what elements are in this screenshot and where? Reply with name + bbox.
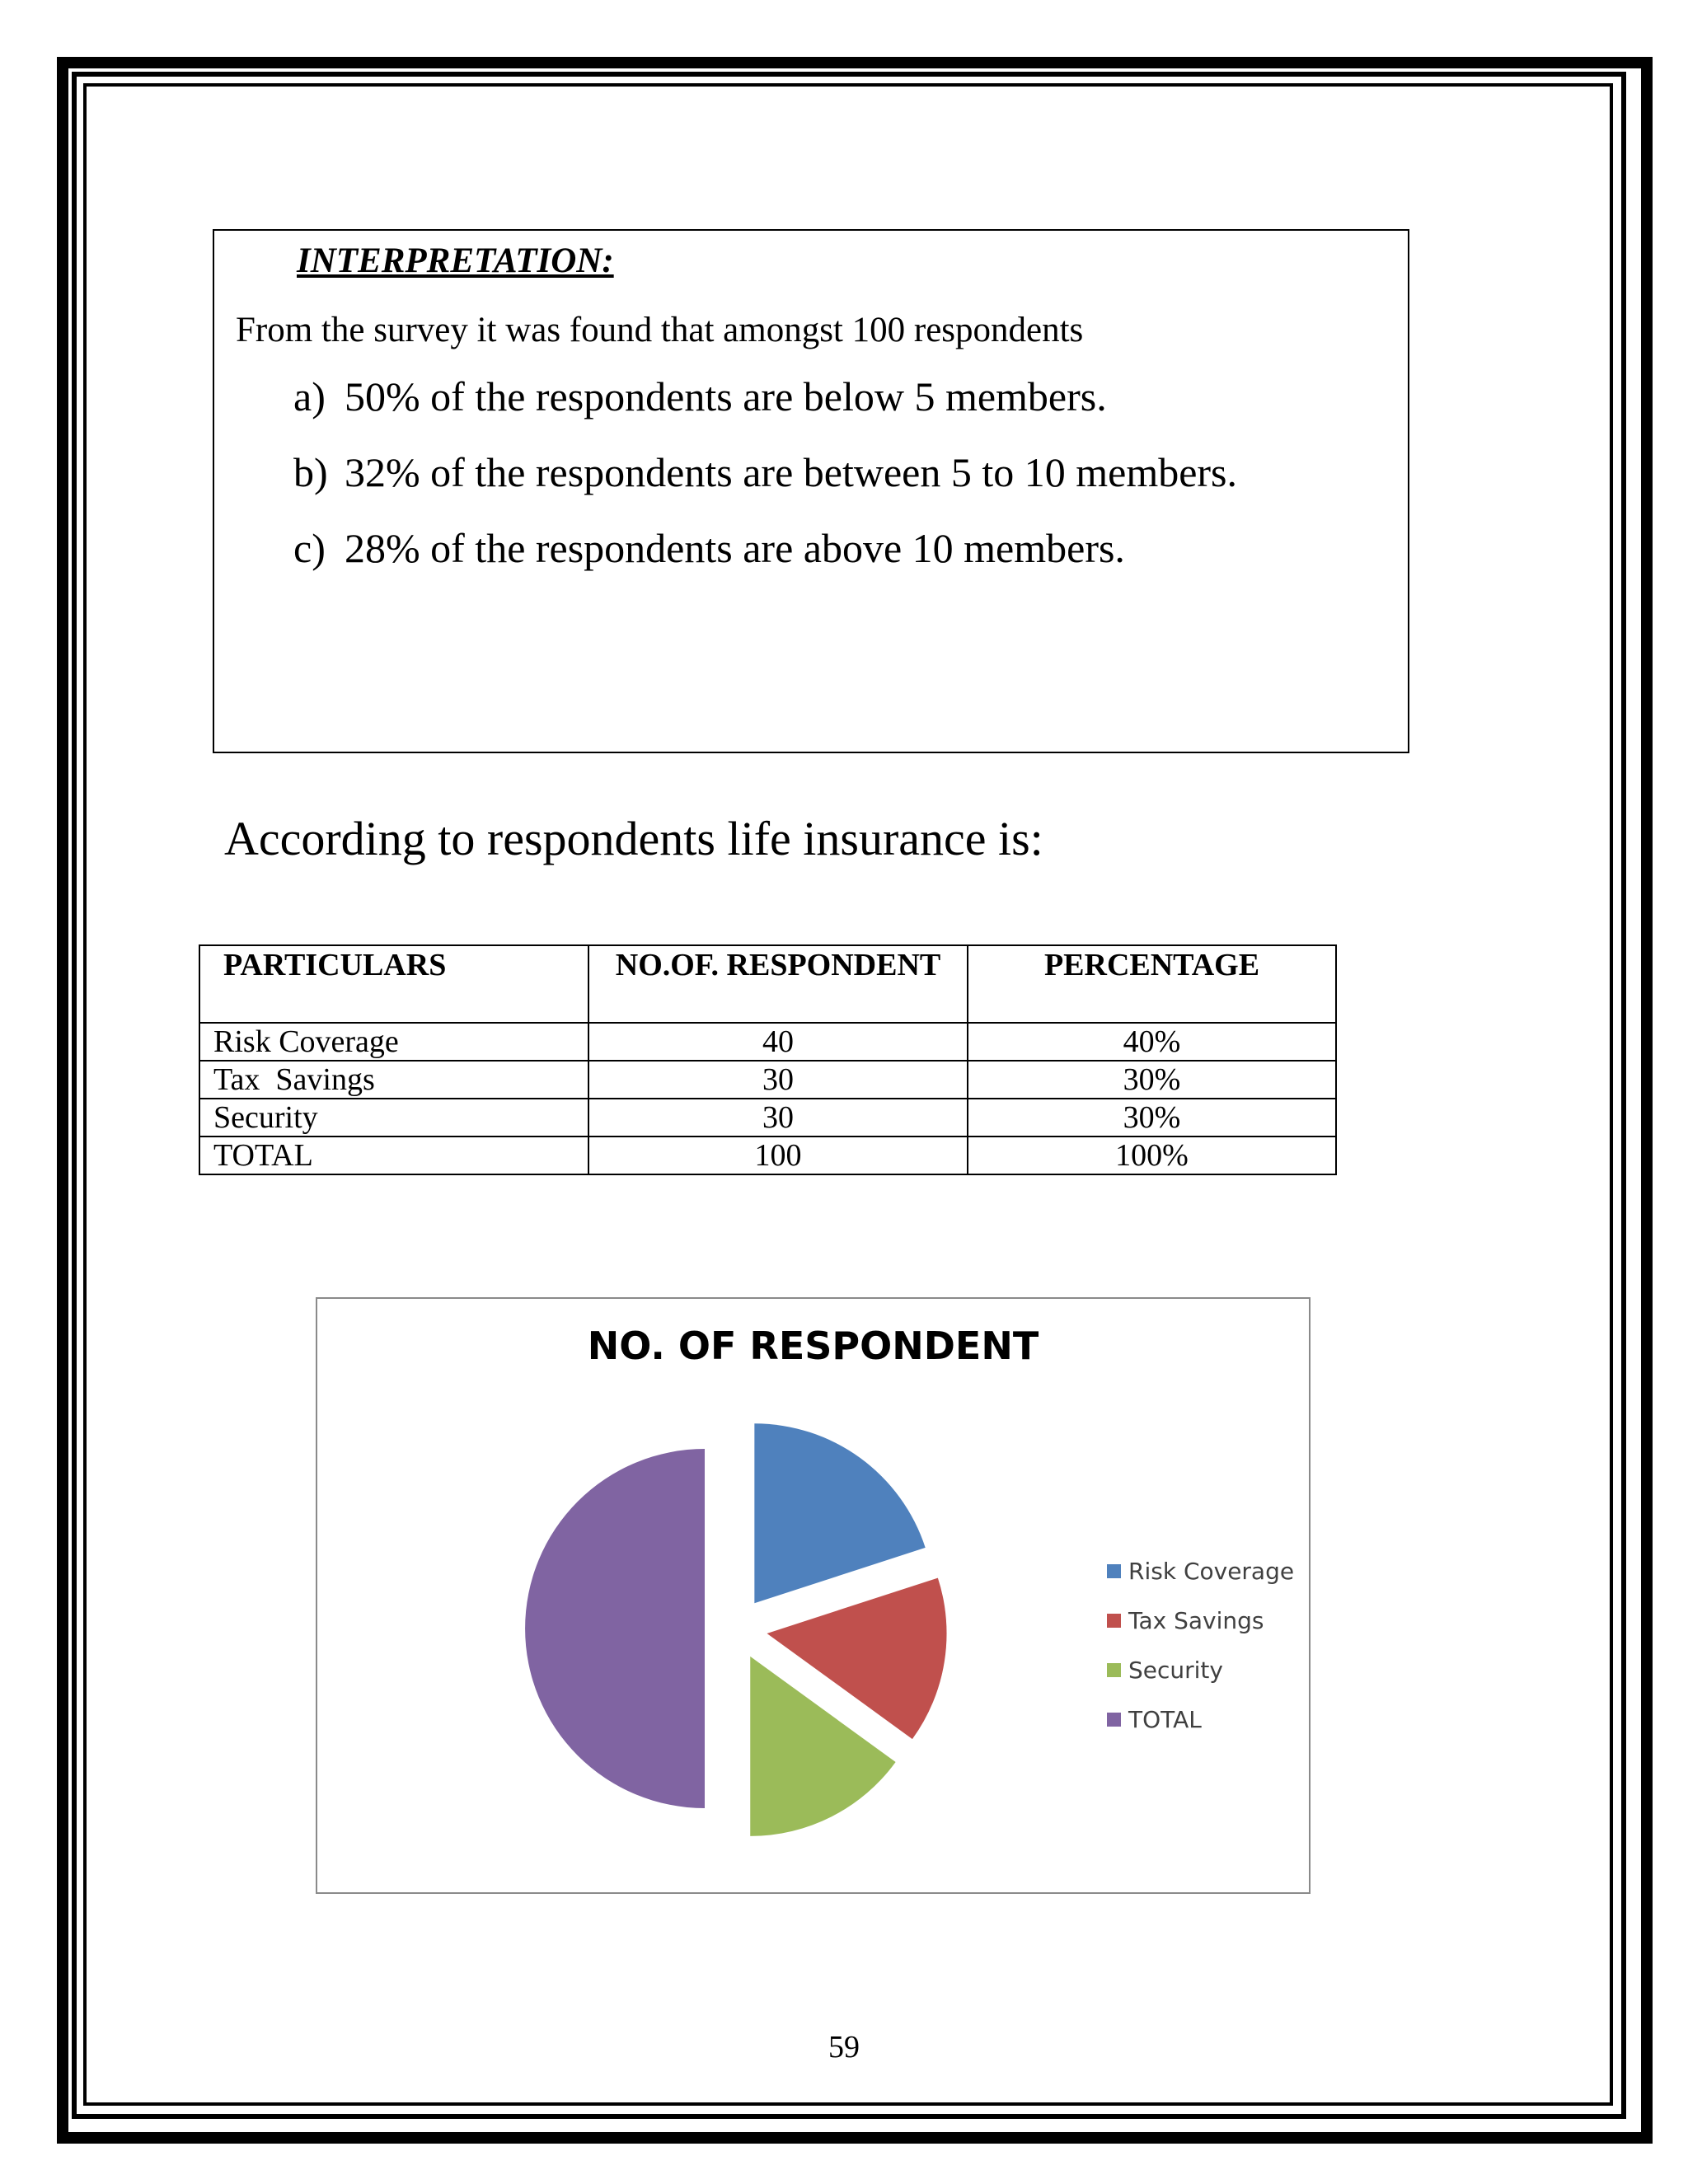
pie-slice-risk-coverage <box>754 1423 925 1603</box>
legend-swatch <box>1107 1564 1121 1578</box>
legend-item-tax-savings <box>1107 1596 1294 1645</box>
legend-label: Tax Savings <box>1128 1606 1264 1634</box>
interpretation-point-a <box>293 373 1107 420</box>
cell-respondents: 30 <box>588 1099 968 1137</box>
cell-percentage: 100% <box>968 1137 1336 1174</box>
respondents-table <box>199 944 1337 1175</box>
legend-label: Security <box>1128 1656 1223 1684</box>
table-row <box>199 1061 1336 1099</box>
cell-particular: Security <box>199 1099 588 1137</box>
cell-respondents: 30 <box>588 1061 968 1099</box>
point-marker: a) <box>293 373 326 419</box>
point-marker: b) <box>293 449 328 495</box>
header-percentage: PERCENTAGE <box>968 945 1336 1023</box>
chart-legend <box>1107 1546 1294 1744</box>
point-marker: c) <box>293 525 326 571</box>
table-header-row <box>199 945 1336 1023</box>
cell-percentage: 30% <box>968 1061 1336 1099</box>
cell-particular: TOTAL <box>199 1137 588 1174</box>
header-particulars: PARTICULARS <box>199 945 588 1023</box>
point-text: 28% of the respondents are above 10 members. <box>345 525 1125 571</box>
legend-item-total <box>1107 1694 1294 1744</box>
legend-label: TOTAL <box>1128 1705 1202 1733</box>
cell-percentage: 30% <box>968 1099 1336 1137</box>
cell-percentage: 40% <box>968 1023 1336 1061</box>
point-text: 50% of the respondents are below 5 members. <box>345 373 1107 419</box>
cell-respondents: 100 <box>588 1137 968 1174</box>
table-row <box>199 1023 1336 1061</box>
table-row <box>199 1137 1336 1174</box>
interpretation-point-b <box>293 448 1237 496</box>
cell-particular: Risk Coverage <box>199 1023 588 1061</box>
legend-swatch <box>1107 1614 1121 1628</box>
section-heading: According to respondents life insurance is: <box>224 812 1043 865</box>
interpretation-point-c <box>293 524 1125 572</box>
chart-title: NO. OF RESPONDENT <box>587 1324 1039 1368</box>
cell-particular: Tax Savings <box>199 1061 588 1099</box>
header-respondents: NO.OF. RESPONDENT <box>588 945 968 1023</box>
interpretation-title: INTERPRETATION: <box>297 241 614 280</box>
page-number: 59 <box>828 2030 860 2064</box>
pie-slice-total <box>525 1449 705 1808</box>
interpretation-intro: From the survey it was found that amongst 100 respondents <box>236 311 1084 349</box>
legend-item-security <box>1107 1645 1294 1694</box>
legend-item-risk-coverage <box>1107 1546 1294 1596</box>
legend-swatch <box>1107 1713 1121 1727</box>
point-text: 32% of the respondents are between 5 to 10 members. <box>345 449 1238 495</box>
legend-label: Risk Coverage <box>1128 1557 1295 1585</box>
cell-respondents: 40 <box>588 1023 968 1061</box>
legend-swatch <box>1107 1663 1121 1677</box>
interpretation-box <box>213 229 1409 753</box>
pie-chart <box>316 1297 1311 1894</box>
table-row <box>199 1099 1336 1137</box>
